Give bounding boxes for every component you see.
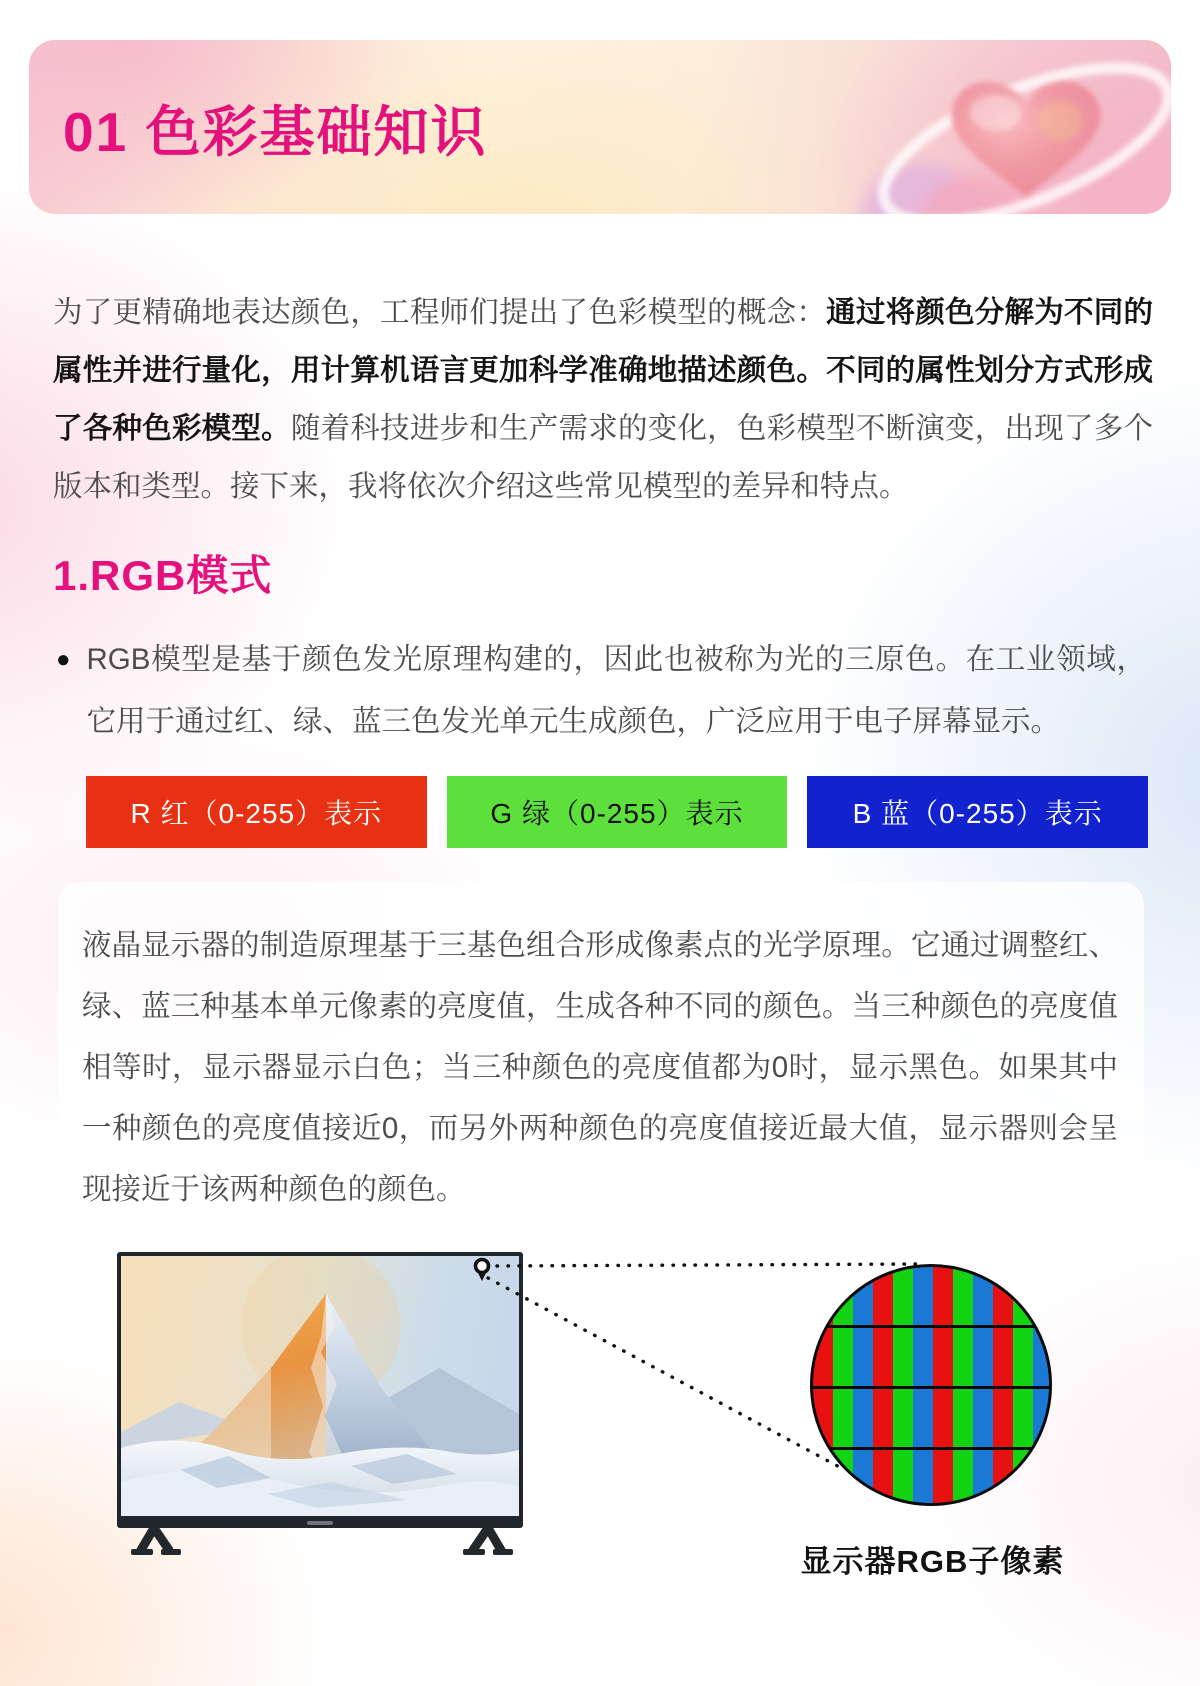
blue-channel-box: B 蓝（0-255）表示 (807, 776, 1148, 848)
intro-paragraph (53, 284, 1153, 516)
header-banner (29, 40, 1171, 214)
lcd-explanation-card (58, 882, 1144, 1248)
rgb-bullet-item (56, 629, 1146, 753)
tv-panel (117, 1252, 523, 1528)
heart-illustration (751, 40, 1171, 214)
page-title: 01 色彩基础知识 (63, 100, 488, 163)
lcd-explanation-text: 液晶显示器的制造原理基于三基色组合形成像素点的光学原理。它通过调整红、绿、蓝三种基本单元像素的亮度值，生成各种不同的颜色。当三种颜色的亮度值相等时，显示器显示白色；当三种颜色的亮度值都为0时，显示黑色。如果其中一种颜色的亮度值接近0，而另外两种颜色的亮度值接近最大值，显示器则会呈现接近于该两种颜色的颜色。 (82, 929, 1118, 1206)
red-channel-box: R 红（0-255）表示 (86, 776, 427, 848)
mountain-wallpaper (121, 1256, 519, 1516)
callout-dotted-line-bottom (488, 1278, 845, 1470)
green-channel-box: G 绿（0-255）表示 (447, 776, 788, 848)
callout-dotted-line-top (497, 1264, 916, 1266)
rgb-subpixel-circle (810, 1264, 1052, 1506)
section-heading-rgb: 1.RGB模式 (53, 552, 273, 599)
subpixel-caption: 显示器RGB子像素 (800, 1544, 1065, 1579)
intro-text-normal-1: 为了更精确地表达颜色，工程师们提出了色彩模型的概念： (53, 295, 827, 329)
bullet-dot-icon: ● (56, 646, 71, 673)
tv-stand-legs (117, 1528, 523, 1558)
rgb-value-boxes (86, 776, 1148, 848)
tv-illustration (117, 1252, 523, 1558)
rgb-bullet-text: RGB模型是基于颜色发光原理构建的，因此也被称为光的三原色。在工业领域，它用于通过红、绿、蓝三色发光单元生成颜色，广泛应用于电子屏幕显示。 (86, 643, 1146, 738)
tv-brand-logo (307, 1521, 333, 1525)
intro-text-bold: 通过将颜色分解为不同的属性并进行量化，用计算机语言更加科学准确地描述颜色。不同的属性划分方式形成了各种色彩模型。 (53, 295, 1153, 445)
intro-text-normal-2: 随着科技进步和生产需求的变化，色彩模型不断演变，出现了多个版本和类型。接下来，我将依次介绍这些常见模型的差异和特点。 (53, 411, 1153, 503)
